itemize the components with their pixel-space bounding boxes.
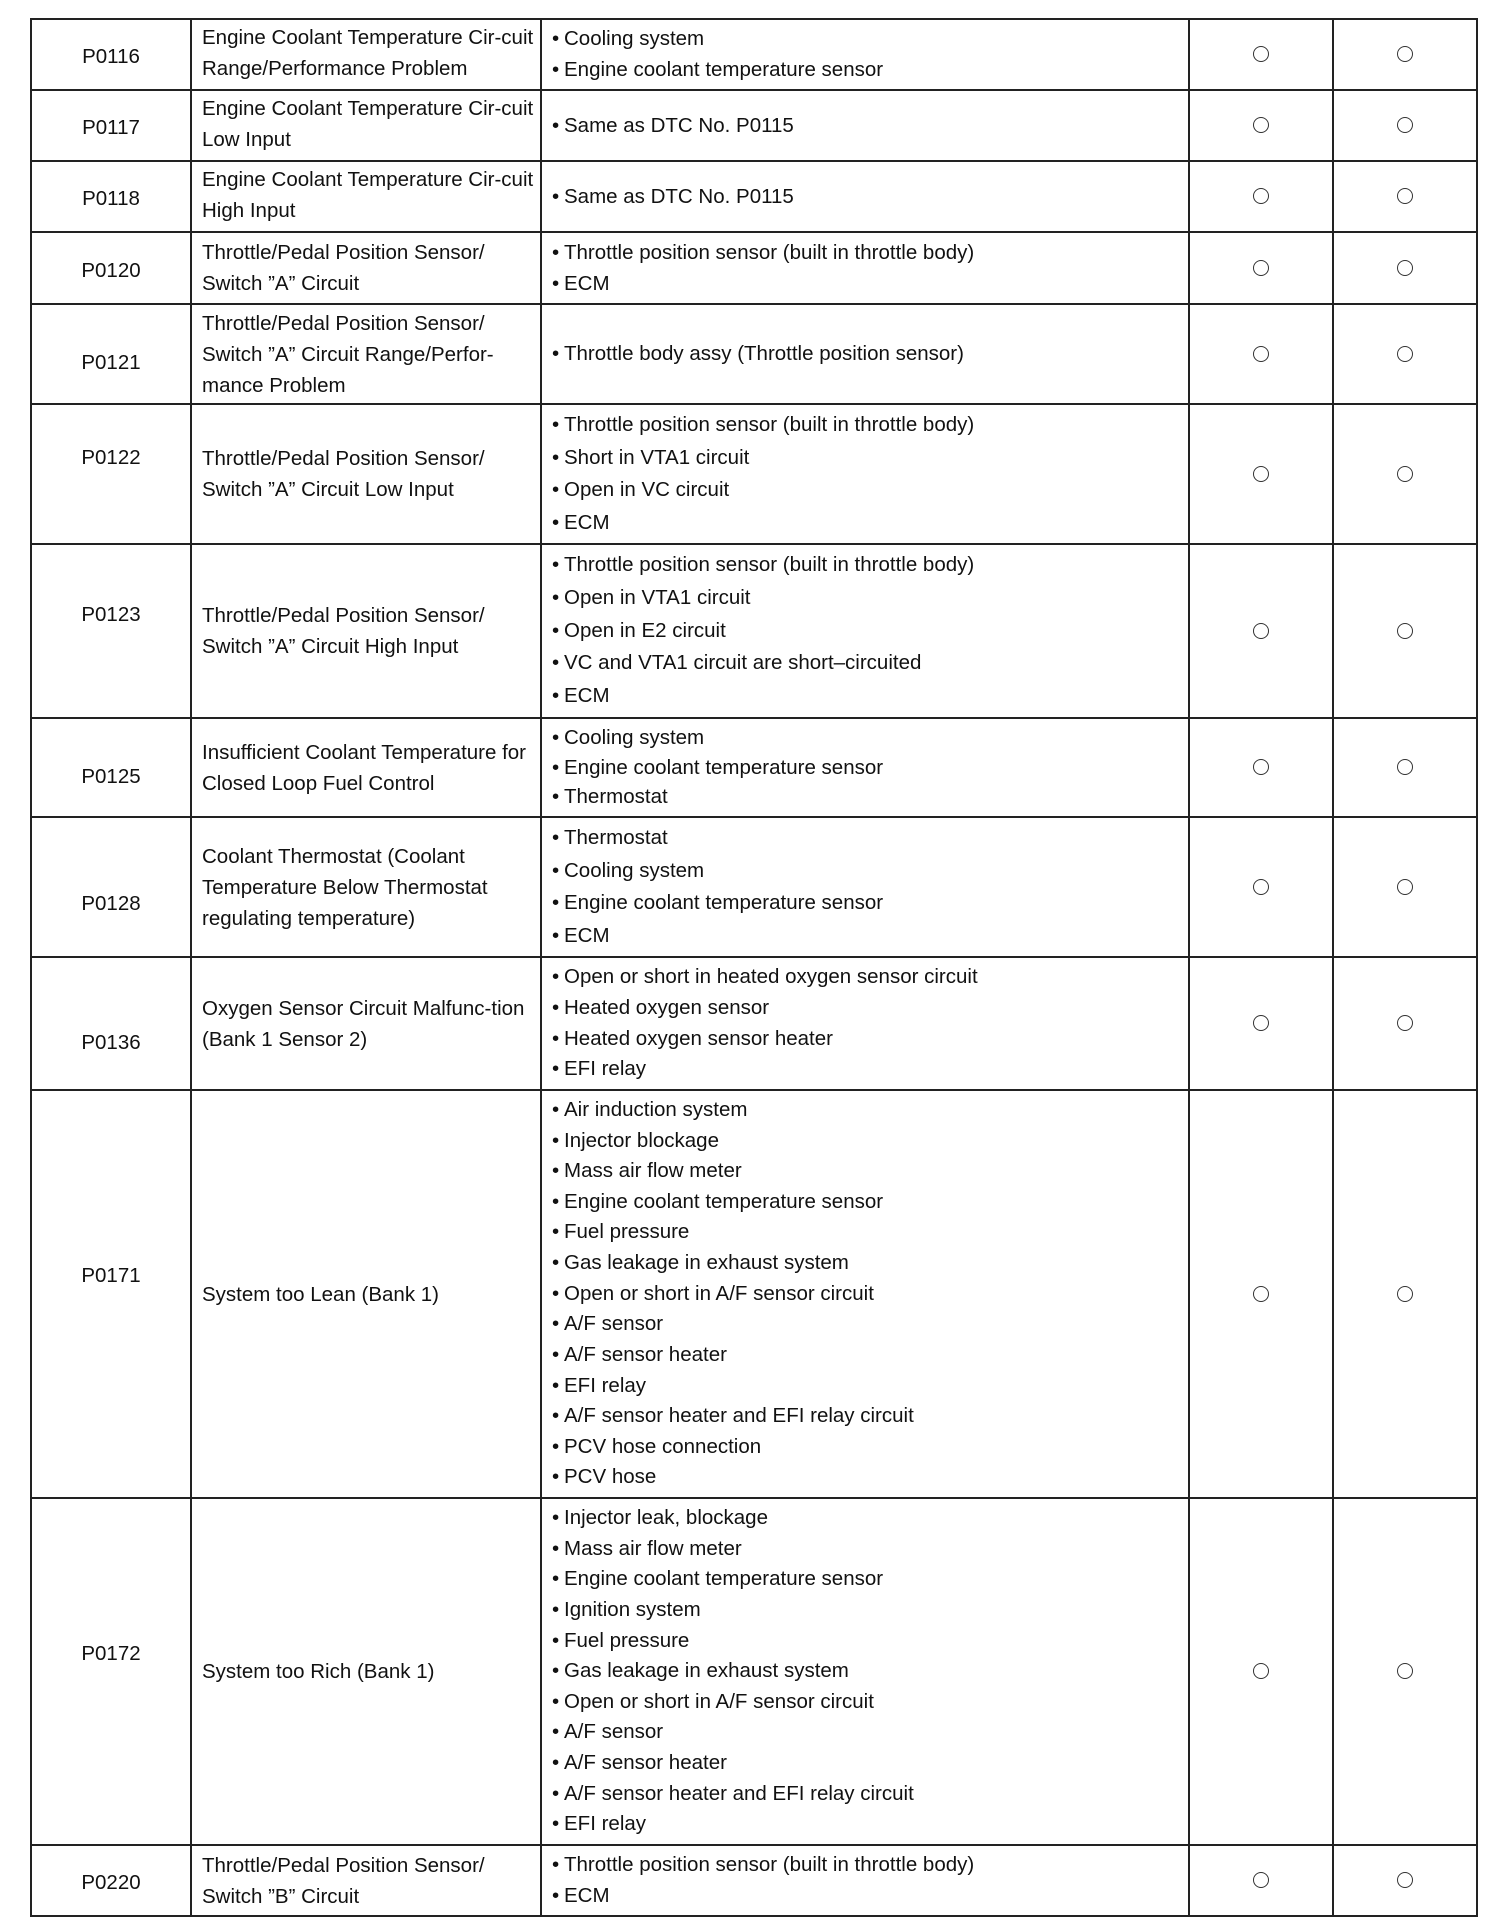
trouble-area-item: • EFI relay	[552, 1371, 1188, 1402]
circle-mark-icon	[1253, 466, 1269, 482]
circle-mark-icon	[1253, 1015, 1269, 1031]
dtc-code: P0171	[81, 1264, 141, 1287]
dtc-code-cell	[31, 1498, 191, 1845]
circle-mark-icon	[1397, 188, 1413, 204]
trouble-area-cell	[541, 1498, 1189, 1845]
trouble-area-cell	[541, 817, 1189, 957]
dtc-code-cell	[31, 817, 191, 957]
trouble-area-item: • Open or short in A/F sensor circuit	[552, 1279, 1188, 1310]
trouble-area-item: • Same as DTC No. P0115	[552, 182, 1188, 212]
mark-cell-1	[1189, 1498, 1333, 1845]
table-row	[31, 544, 1477, 718]
trouble-area-list	[552, 111, 1188, 141]
trouble-area-item: • Air induction system	[552, 1095, 1188, 1126]
trouble-area-cell	[541, 161, 1189, 232]
mark-cell-1	[1189, 1090, 1333, 1498]
trouble-area-item: • ECM	[552, 1881, 1188, 1912]
dtc-code-cell	[31, 404, 191, 544]
trouble-area-item: • PCV hose connection	[552, 1432, 1188, 1463]
dtc-name-cell	[191, 232, 541, 304]
trouble-area-cell	[541, 304, 1189, 404]
trouble-area-cell	[541, 404, 1189, 544]
circle-mark-icon	[1397, 117, 1413, 133]
dtc-name-cell	[191, 404, 541, 544]
circle-mark-icon	[1253, 188, 1269, 204]
circle-mark-icon	[1397, 879, 1413, 895]
trouble-area-item: • Mass air flow meter	[552, 1534, 1188, 1565]
table-row	[31, 1845, 1477, 1916]
trouble-area-item: • Thermostat	[552, 822, 1188, 855]
dtc-code-cell	[31, 161, 191, 232]
circle-mark-icon	[1397, 759, 1413, 775]
dtc-name-cell	[191, 957, 541, 1090]
dtc-code-cell	[31, 957, 191, 1090]
trouble-area-cell	[541, 90, 1189, 161]
mark-cell-2	[1333, 161, 1477, 232]
dtc-code: P0172	[81, 1641, 141, 1665]
mark-cell-1	[1189, 1845, 1333, 1916]
trouble-area-list	[552, 822, 1188, 952]
circle-mark-icon	[1397, 46, 1413, 62]
dtc-code: P0116	[82, 45, 140, 68]
dtc-code: P0121	[81, 351, 141, 374]
trouble-area-item: • Ignition system	[552, 1595, 1188, 1626]
dtc-code-cell	[31, 544, 191, 718]
trouble-area-item: • Engine coolant temperature sensor	[552, 55, 1188, 86]
trouble-area-item: • Open in VC circuit	[552, 474, 1188, 507]
circle-mark-icon	[1253, 879, 1269, 895]
trouble-area-item: • A/F sensor heater and EFI relay circuit	[552, 1779, 1188, 1810]
dtc-code-cell	[31, 718, 191, 817]
trouble-area-item: • EFI relay	[552, 1054, 1188, 1085]
circle-mark-icon	[1397, 1015, 1413, 1031]
trouble-area-item: • Engine coolant temperature sensor	[552, 887, 1188, 920]
trouble-area-cell	[541, 1845, 1189, 1916]
dtc-table-body	[31, 19, 1477, 1916]
dtc-code: P0120	[81, 258, 141, 282]
mark-cell-1	[1189, 817, 1333, 957]
circle-mark-icon	[1253, 346, 1269, 362]
dtc-name: System too Rich (Bank 1)	[202, 1660, 435, 1683]
trouble-area-list	[552, 962, 1188, 1085]
dtc-name: Throttle/Pedal Position Sensor/ Switch ”A” Circuit High Input	[202, 604, 485, 658]
trouble-area-item: • Cooling system	[552, 24, 1188, 55]
mark-cell-1	[1189, 304, 1333, 404]
table-row	[31, 161, 1477, 232]
dtc-code-cell	[31, 1090, 191, 1498]
circle-mark-icon	[1253, 1663, 1269, 1679]
trouble-area-item: • Cooling system	[552, 723, 1188, 753]
table-row	[31, 19, 1477, 90]
table-row	[31, 718, 1477, 817]
table-row	[31, 817, 1477, 957]
mark-cell-2	[1333, 1498, 1477, 1845]
table-row	[31, 1090, 1477, 1498]
dtc-name-cell	[191, 161, 541, 232]
circle-mark-icon	[1397, 1872, 1413, 1888]
trouble-area-item: • Engine coolant temperature sensor	[552, 753, 1188, 783]
trouble-area-item: • A/F sensor	[552, 1717, 1188, 1748]
dtc-name-cell	[191, 718, 541, 817]
dtc-code: P0122	[81, 446, 141, 469]
trouble-area-list	[552, 409, 1188, 539]
trouble-area-item: • EFI relay	[552, 1809, 1188, 1840]
circle-mark-icon	[1253, 260, 1269, 276]
circle-mark-icon	[1397, 466, 1413, 482]
trouble-area-item: • Injector blockage	[552, 1126, 1188, 1157]
trouble-area-item: • Injector leak, blockage	[552, 1503, 1188, 1534]
dtc-code-cell	[31, 19, 191, 90]
trouble-area-item: • A/F sensor heater	[552, 1340, 1188, 1371]
mark-cell-2	[1333, 544, 1477, 718]
mark-cell-2	[1333, 19, 1477, 90]
trouble-area-item: • Heated oxygen sensor heater	[552, 1024, 1188, 1055]
trouble-area-item: • Fuel pressure	[552, 1217, 1188, 1248]
mark-cell-1	[1189, 19, 1333, 90]
dtc-name-cell	[191, 1090, 541, 1498]
circle-mark-icon	[1253, 759, 1269, 775]
trouble-area-item: • A/F sensor heater and EFI relay circuit	[552, 1401, 1188, 1432]
trouble-area-item: • Open or short in heated oxygen sensor circuit	[552, 962, 1188, 993]
trouble-area-item: • Mass air flow meter	[552, 1156, 1188, 1187]
trouble-area-item: • ECM	[552, 920, 1188, 953]
trouble-area-list	[552, 1850, 1188, 1911]
dtc-name-cell	[191, 304, 541, 404]
trouble-area-item: • Open in E2 circuit	[552, 615, 1188, 648]
trouble-area-item: • A/F sensor heater	[552, 1748, 1188, 1779]
trouble-area-cell	[541, 19, 1189, 90]
dtc-code: P0123	[81, 603, 141, 626]
trouble-area-cell	[541, 957, 1189, 1090]
dtc-name-cell	[191, 90, 541, 161]
trouble-area-item: • Throttle position sensor (built in throttle body)	[552, 1850, 1188, 1881]
trouble-area-item: • Fuel pressure	[552, 1626, 1188, 1657]
dtc-name: Coolant Thermostat (Coolant Temperature Below Thermostat regulating temperature)	[202, 844, 488, 930]
trouble-area-item: • Throttle body assy (Throttle position sensor)	[552, 339, 1188, 369]
mark-cell-2	[1333, 1090, 1477, 1498]
trouble-area-item: • ECM	[552, 680, 1188, 713]
mark-cell-1	[1189, 544, 1333, 718]
trouble-area-item: • ECM	[552, 507, 1188, 540]
table-row	[31, 232, 1477, 304]
mark-cell-2	[1333, 404, 1477, 544]
dtc-code-cell	[31, 1845, 191, 1916]
trouble-area-item: • VC and VTA1 circuit are short–circuited	[552, 647, 1188, 680]
circle-mark-icon	[1397, 623, 1413, 639]
trouble-area-list	[552, 1095, 1188, 1493]
dtc-name-cell	[191, 817, 541, 957]
dtc-name: Engine Coolant Temperature Cir-cuit High Input	[202, 168, 534, 222]
dtc-code: P0128	[81, 892, 141, 915]
mark-cell-2	[1333, 817, 1477, 957]
trouble-area-list	[552, 723, 1188, 812]
mark-cell-2	[1333, 957, 1477, 1090]
mark-cell-2	[1333, 1845, 1477, 1916]
table-row	[31, 304, 1477, 404]
table-row	[31, 404, 1477, 544]
trouble-area-list	[552, 237, 1188, 299]
trouble-area-item: • Same as DTC No. P0115	[552, 111, 1188, 141]
trouble-area-cell	[541, 232, 1189, 304]
circle-mark-icon	[1253, 623, 1269, 639]
table-row	[31, 957, 1477, 1090]
trouble-area-cell	[541, 718, 1189, 817]
circle-mark-icon	[1253, 46, 1269, 62]
mark-cell-1	[1189, 90, 1333, 161]
circle-mark-icon	[1397, 260, 1413, 276]
dtc-code: P0136	[81, 1030, 141, 1054]
mark-cell-2	[1333, 90, 1477, 161]
trouble-area-item: • ECM	[552, 268, 1188, 299]
dtc-code-cell	[31, 232, 191, 304]
dtc-name: Throttle/Pedal Position Sensor/ Switch ”A” Circuit	[202, 241, 485, 295]
dtc-name: Oxygen Sensor Circuit Malfunc-tion (Bank 1 Sensor 2)	[202, 996, 525, 1051]
mark-cell-1	[1189, 718, 1333, 817]
dtc-name: Insufficient Coolant Temperature for Closed Loop Fuel Control	[202, 740, 527, 795]
dtc-name: Engine Coolant Temperature Cir-cuit Range/Performance Problem	[202, 26, 534, 80]
dtc-name-cell	[191, 1845, 541, 1916]
trouble-area-item: • A/F sensor	[552, 1309, 1188, 1340]
table-row	[31, 1498, 1477, 1845]
trouble-area-item: • Open in VTA1 circuit	[552, 582, 1188, 615]
dtc-name: Engine Coolant Temperature Cir-cuit Low Input	[202, 97, 534, 151]
circle-mark-icon	[1253, 117, 1269, 133]
dtc-code: P0220	[81, 1871, 141, 1894]
circle-mark-icon	[1397, 1286, 1413, 1302]
trouble-area-cell	[541, 1090, 1189, 1498]
circle-mark-icon	[1253, 1286, 1269, 1302]
mark-cell-1	[1189, 404, 1333, 544]
trouble-area-item: • Throttle position sensor (built in throttle body)	[552, 549, 1188, 582]
trouble-area-item: • Heated oxygen sensor	[552, 993, 1188, 1024]
trouble-area-item: • Throttle position sensor (built in throttle body)	[552, 237, 1188, 268]
dtc-name: Throttle/Pedal Position Sensor/ Switch ”A” Circuit Range/Perfor-mance Problem	[202, 311, 494, 397]
trouble-area-list	[552, 549, 1188, 713]
table-row	[31, 90, 1477, 161]
trouble-area-item: • Gas leakage in exhaust system	[552, 1248, 1188, 1279]
trouble-area-item: • Cooling system	[552, 855, 1188, 888]
trouble-area-item: • Throttle position sensor (built in throttle body)	[552, 409, 1188, 442]
trouble-area-list	[552, 1503, 1188, 1840]
dtc-code-cell	[31, 90, 191, 161]
trouble-area-item: • Gas leakage in exhaust system	[552, 1656, 1188, 1687]
trouble-area-item: • Open or short in A/F sensor circuit	[552, 1687, 1188, 1718]
dtc-code: P0118	[82, 187, 140, 210]
dtc-code-cell	[31, 304, 191, 404]
trouble-area-item: • Engine coolant temperature sensor	[552, 1564, 1188, 1595]
trouble-area-list	[552, 339, 1188, 369]
circle-mark-icon	[1253, 1872, 1269, 1888]
dtc-name: Throttle/Pedal Position Sensor/ Switch ”B” Circuit	[202, 1853, 485, 1908]
mark-cell-2	[1333, 718, 1477, 817]
dtc-code: P0117	[82, 116, 140, 139]
trouble-area-list	[552, 182, 1188, 212]
mark-cell-2	[1333, 304, 1477, 404]
dtc-code: P0125	[81, 764, 141, 788]
trouble-area-item: • Short in VTA1 circuit	[552, 442, 1188, 475]
circle-mark-icon	[1397, 346, 1413, 362]
mark-cell-1	[1189, 232, 1333, 304]
mark-cell-2	[1333, 232, 1477, 304]
trouble-area-item: • Engine coolant temperature sensor	[552, 1187, 1188, 1218]
dtc-table	[30, 18, 1478, 1917]
trouble-area-list	[552, 24, 1188, 85]
circle-mark-icon	[1397, 1663, 1413, 1679]
dtc-name-cell	[191, 1498, 541, 1845]
dtc-name: Throttle/Pedal Position Sensor/ Switch ”A” Circuit Low Input	[202, 447, 485, 501]
trouble-area-cell	[541, 544, 1189, 718]
trouble-area-item: • PCV hose	[552, 1462, 1188, 1493]
trouble-area-item: • Thermostat	[552, 782, 1188, 812]
mark-cell-1	[1189, 161, 1333, 232]
dtc-name-cell	[191, 19, 541, 90]
mark-cell-1	[1189, 957, 1333, 1090]
dtc-name-cell	[191, 544, 541, 718]
dtc-name: System too Lean (Bank 1)	[202, 1282, 440, 1306]
